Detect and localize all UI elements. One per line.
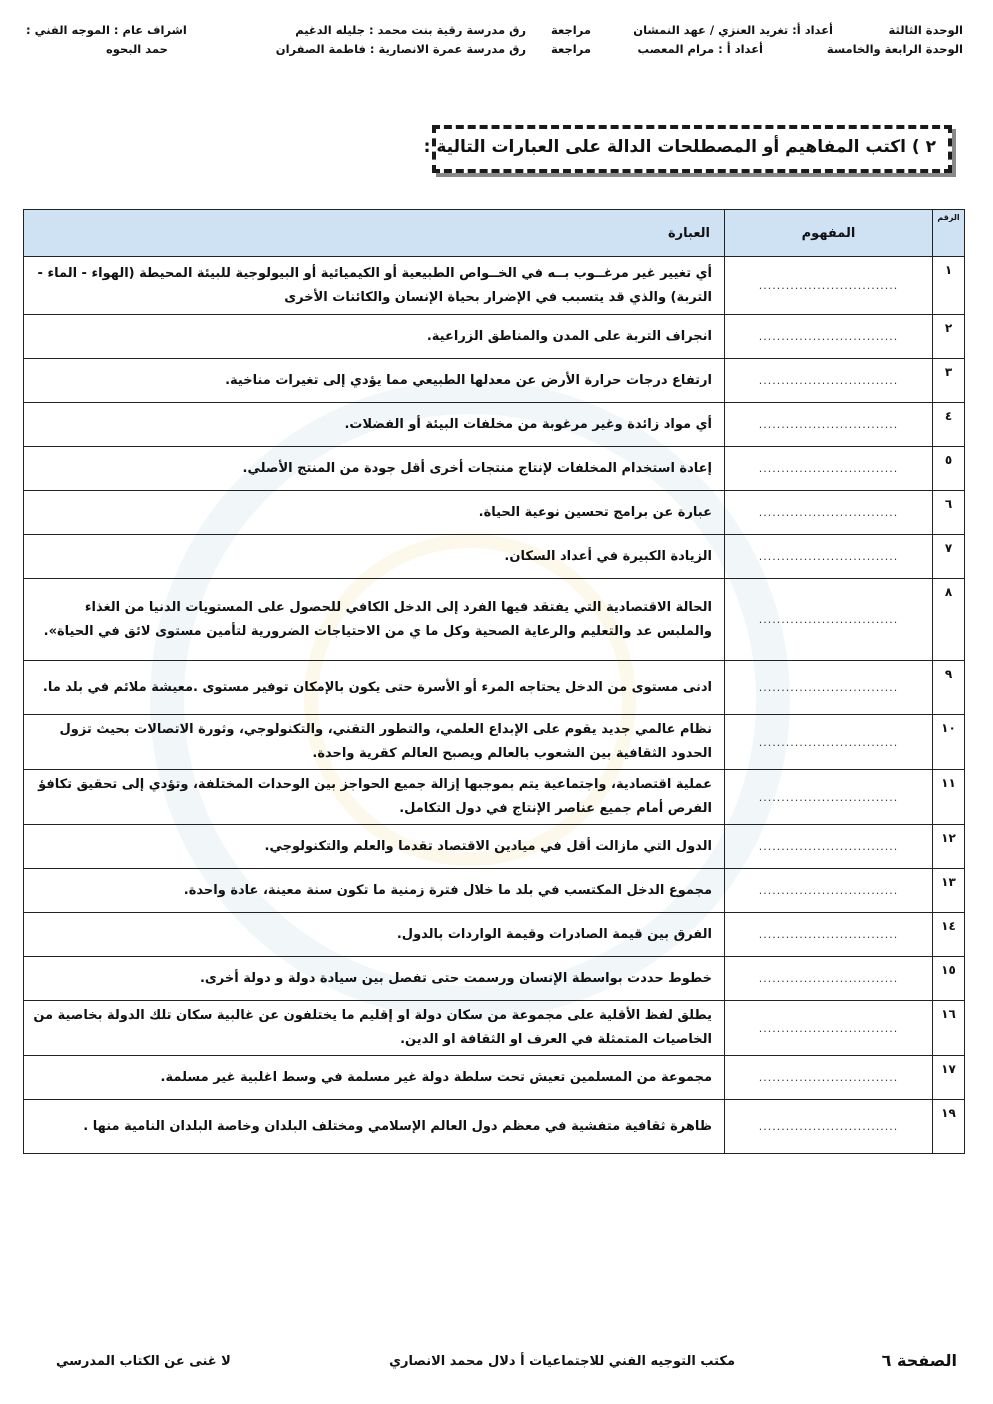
table-row (24, 715, 965, 770)
table-row (24, 315, 965, 359)
concept-answer-blank[interactable]: ............................... (725, 825, 933, 869)
row-number: ٦ (933, 491, 965, 535)
statement-text: إعادة استخدام المخلفات لإنتاج منتجات أخرى أقل جودة من المنتج الأصلي. (24, 447, 725, 491)
concept-answer-blank[interactable]: ............................... (725, 403, 933, 447)
row-number: ٤ (933, 403, 965, 447)
row-number: ١٢ (933, 825, 965, 869)
statement-text: أي مواد زائدة وغير مرغوبة من مخلفات البيئة أو الفضلات. (24, 403, 725, 447)
header-term: المفهوم (725, 210, 933, 257)
concept-answer-blank[interactable]: ............................... (725, 715, 933, 770)
row-number: ٥ (933, 447, 965, 491)
row-number: ١٧ (933, 1056, 965, 1100)
concept-answer-blank[interactable]: ............................... (725, 1001, 933, 1056)
table-row (24, 359, 965, 403)
header-supervisor: اشراف عام : الموجه الفني : (26, 23, 187, 37)
statement-text: خطوط حددت بواسطة الإنسان ورسمت حتى تفصل بين سيادة دولة و دولة أخرى. (24, 957, 725, 1001)
concept-answer-blank[interactable]: ............................... (725, 535, 933, 579)
header-unit-4-5: الوحدة الرابعة والخامسة (826, 42, 963, 56)
table-row (24, 869, 965, 913)
row-number: ٩ (933, 661, 965, 715)
concept-answer-blank[interactable]: ............................... (725, 491, 933, 535)
statement-text: ظاهرة ثقافية متفشية في معظم دول العالم الإسلامي ومختلف البلدان وخاصة البلدان النامية منها . (24, 1100, 725, 1154)
row-number: ١٣ (933, 869, 965, 913)
header-statement: العبارة (24, 210, 725, 257)
header-review-label-2: مراجعة (551, 42, 591, 56)
concept-answer-blank[interactable]: ............................... (725, 447, 933, 491)
statement-text: نظام عالمي جديد يقوم على الإبداع العلمي، والتطور التقني، والتكنولوجي، وثورة الاتصالات بحيث تزول الحدود الثقافية بين الشعوب بالعالم ويصبح العالم كقرية واحدة. (24, 715, 725, 770)
table-row (24, 770, 965, 825)
concept-answer-blank[interactable]: ............................... (725, 315, 933, 359)
statement-text: الفرق بين قيمة الصادرات وقيمة الواردات بالدول. (24, 913, 725, 957)
page-footer (26, 1351, 957, 1374)
statement-text: عبارة عن برامج تحسين نوعية الحياة. (24, 491, 725, 535)
row-number: ٨ (933, 579, 965, 661)
table-row (24, 1056, 965, 1100)
page-number: الصفحة ٦ (881, 1351, 957, 1370)
row-number: ١٠ (933, 715, 965, 770)
row-number: ١٥ (933, 957, 965, 1001)
table-row (24, 579, 965, 661)
statement-text: الحالة الاقتصادية التي يفتقد فيها الفرد إلى الدخل الكافي للحصول على المستويات الدنيا من الغذاء والملبس عد والتعليم والرعاية الصحية وكل ما ي من الاحتياجات الضرورية لتأمين مستوى لائق في الحياة». (24, 579, 725, 661)
row-number: ٢ (933, 315, 965, 359)
row-number: ١ (933, 257, 965, 315)
table-row (24, 257, 965, 315)
header-prepared-by-2: أعداد أ : مرام المعصب (637, 42, 763, 56)
table-row (24, 491, 965, 535)
concepts-table (23, 209, 965, 1154)
table-row (24, 403, 965, 447)
header-line-1 (26, 23, 963, 41)
statement-text: أي تغيير غير مرغــوب بــه في الخــواص الطبيعية أو الكيميائية أو البيولوجية للبيئة المحيطة (الهواء - الماء - التربة) والذي قد يتسبب في الإضرار بحياة الإنسان والكائنات الأخرى (24, 257, 725, 315)
statement-text: انجراف التربة على المدن والمناطق الزراعية. (24, 315, 725, 359)
statement-text: عملية اقتصادية، واجتماعية يتم بموجبها إزالة جميع الحواجز بين الوحدات المختلفة، وتؤدي إلى تحقيق تكافؤ الفرص أمام جميع عناصر الإنتاج في دول التكامل. (24, 770, 725, 825)
table-row (24, 825, 965, 869)
statement-text: مجموع الدخل المكتسب في بلد ما خلال فترة زمنية ما تكون سنة معينة، عادة واحدة. (24, 869, 725, 913)
concept-answer-blank[interactable]: ............................... (725, 957, 933, 1001)
concept-answer-blank[interactable]: ............................... (725, 359, 933, 403)
row-number: ١٤ (933, 913, 965, 957)
concept-answer-blank[interactable]: ............................... (725, 661, 933, 715)
statement-text: يطلق لفظ الأقلية على مجموعة من سكان دولة او إقليم ما يختلفون عن غالبية سكان تلك الدولة بخاصية من الخاصيات المتمثلة في العرف او الثقافة او الدين. (24, 1001, 725, 1056)
header-prepared-by-1: أعداد أ: تغريد العنزي / عهد النمشان (633, 23, 833, 37)
table-row (24, 447, 965, 491)
header-unit-3: الوحدة الثالثة (888, 23, 963, 37)
concept-answer-blank[interactable]: ............................... (725, 770, 933, 825)
row-number: ٣ (933, 359, 965, 403)
header-supervisor-name: حمد البحوه (106, 42, 168, 56)
section-title: ٢ ) اكتب المفاهيم أو المصطلحات الدالة على العبارات التالية : (423, 137, 936, 157)
concept-answer-blank[interactable]: ............................... (725, 1056, 933, 1100)
table-header-row (24, 210, 965, 257)
concept-answer-blank[interactable]: ............................... (725, 579, 933, 661)
footer-office: مكتب التوجيه الفني للاجتماعيات أ دلال محمد الانصاري (389, 1354, 735, 1369)
footer-note: لا غنى عن الكتاب المدرسي (56, 1354, 231, 1369)
concept-answer-blank[interactable]: ............................... (725, 913, 933, 957)
header-review-label-1: مراجعة (551, 23, 591, 37)
table-row (24, 1100, 965, 1154)
header-num: الرقم (933, 210, 965, 257)
header-review-value-1: رق مدرسة رقية بنت محمد : جليله الدغيم (295, 23, 526, 37)
table-row (24, 661, 965, 715)
table-row (24, 535, 965, 579)
concept-answer-blank[interactable]: ............................... (725, 869, 933, 913)
statement-text: مجموعة من المسلمين تعيش تحت سلطة دولة غير مسلمة في وسط اغلبية غير مسلمة. (24, 1056, 725, 1100)
header-review-value-2: رق مدرسة عمرة الانصارية : فاطمة الصفران (275, 42, 526, 56)
statement-text: ارتفاع درجات حرارة الأرض عن معدلها الطبيعي مما يؤدي إلى تغيرات مناخية. (24, 359, 725, 403)
table-row (24, 913, 965, 957)
table-row (24, 957, 965, 1001)
section-title-box (423, 125, 952, 173)
table-row (24, 1001, 965, 1056)
row-number: ٧ (933, 535, 965, 579)
row-number: ١١ (933, 770, 965, 825)
row-number: ١٩ (933, 1100, 965, 1154)
concept-answer-blank[interactable]: ............................... (725, 257, 933, 315)
statement-text: الدول التي مازالت أقل في ميادين الاقتصاد تقدما والعلم والتكنولوجي. (24, 825, 725, 869)
header-line-2 (26, 42, 963, 60)
concept-answer-blank[interactable]: ............................... (725, 1100, 933, 1154)
row-number: ١٦ (933, 1001, 965, 1056)
statement-text: الزيادة الكبيرة في أعداد السكان. (24, 535, 725, 579)
statement-text: ادنى مستوى من الدخل يحتاجه المرء أو الأسرة حتى يكون بالإمكان توفير مستوى .معيشة ملائم في بلد ما. (24, 661, 725, 715)
